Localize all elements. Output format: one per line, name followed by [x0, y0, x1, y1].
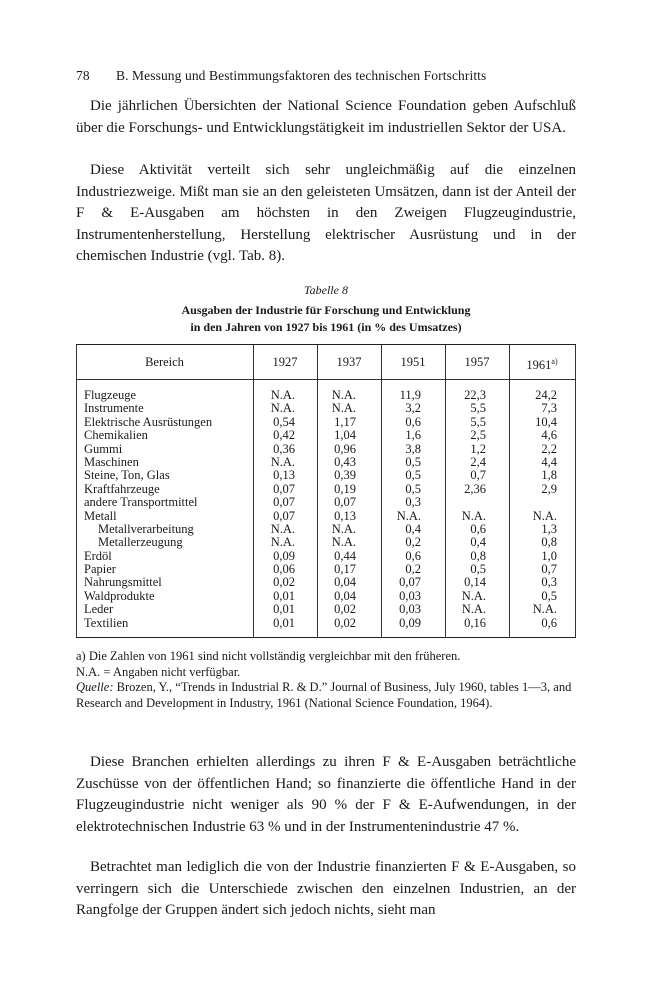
cell-1961: 0,8: [541, 535, 557, 550]
table-source: [76, 680, 576, 711]
page-number: 78: [76, 68, 90, 83]
row-label: Instrumente: [84, 401, 144, 416]
cell-1957: 0,4: [470, 535, 486, 550]
running-title: B. Messung und Bestimmungsfaktoren des technischen Fortschritts: [116, 68, 487, 83]
paragraph-3: Diese Branchen erhielten allerdings zu ihren F & E-Ausgaben beträchtliche Zuschüsse von der öffentlichen Hand; so finanzierte die öffentliche Hand in der Flugzeugindustrie nicht weniger als 90 % der F & E-Aufwendungen, in der elektrotechnischen Industrie 63 % und in der Instrumentenindustrie 47 %.: [76, 754, 576, 835]
source-text: Brozen, Y., “Trends in Industrial R. & D.” Journal of Business, July 1960, tables 1—3, and Research and Development in Industry, 1961 (National Science Foundation, 1964).: [76, 680, 572, 710]
table-row: [76, 576, 576, 589]
table-row: [76, 429, 576, 442]
cell-1951: 11,9: [399, 388, 421, 402]
cell-1951: 0,03: [399, 588, 421, 603]
cell-1927: 0,01: [273, 602, 295, 617]
cell-1951: 0,4: [405, 521, 421, 536]
cell-1927: 0,02: [273, 575, 295, 590]
cell-1961: 2,9: [541, 481, 557, 496]
cell-1951: 0,2: [405, 535, 421, 550]
table-title-line-1: Ausgaben der Industrie für Forschung und Entwicklung: [181, 303, 471, 317]
cell-1961: 2,2: [541, 441, 557, 456]
running-header: [76, 68, 576, 84]
paragraph-2: Diese Aktivität verteilt sich sehr ungleichmäßig auf die einzelnen Industriezweige. Mißt man sie an den geleisteten Umsätzen, dann ist der Anteil der F & E-Ausgaben am höchsten in den Zweigen Flugzeugindustrie, Instrumentenherstellung, Herstellung elektrischer Ausrüstung und in der chemischen Industrie (vgl. Tab. 8).: [76, 162, 576, 264]
row-label: Maschinen: [84, 454, 139, 469]
cell-1951: 0,2: [405, 562, 421, 577]
cell-1937: N.A.: [331, 401, 356, 416]
row-label: Gummi: [84, 441, 123, 456]
row-label: Flugzeuge: [84, 388, 137, 402]
row-label: Steine, Ton, Glas: [84, 468, 170, 483]
row-label: Erdöl: [84, 548, 112, 563]
cell-1961: 4,6: [541, 428, 557, 443]
cell-1961: 0,3: [541, 575, 557, 590]
cell-1937: 0,07: [334, 495, 356, 510]
cell-1951: 3,2: [405, 401, 421, 416]
table-header-rule: [76, 379, 576, 380]
cell-1927: 0,42: [273, 428, 295, 443]
table-row: [76, 510, 576, 523]
paragraph-1: Die jährlichen Übersichten der National Science Foundation geben Aufschluß über die Forschungs- und Entwicklungstätigkeit im industriellen Sektor der USA.: [76, 98, 576, 136]
row-label: Metallverarbeitung: [98, 521, 194, 536]
table-row: [76, 536, 576, 549]
table-row: [76, 603, 576, 616]
cell-1937: 0,43: [334, 454, 356, 469]
cell-1957: 0,16: [464, 615, 486, 630]
cell-1961: 4,4: [541, 454, 557, 469]
cell-1937: N.A.: [331, 521, 356, 536]
cell-1951: 0,6: [405, 414, 421, 429]
cell-1951: 0,5: [405, 454, 421, 469]
cell-1927: N.A.: [270, 535, 295, 550]
cell-1937: N.A.: [331, 535, 356, 550]
table-row: [76, 443, 576, 456]
cell-1961: 1,8: [541, 468, 557, 483]
cell-1927: 0,07: [273, 495, 295, 510]
cell-1927: 0,01: [273, 615, 295, 630]
cell-1937: 0,96: [334, 441, 356, 456]
cell-1937: N.A.: [331, 388, 356, 402]
cell-1961: N.A.: [532, 602, 557, 617]
row-label: Chemikalien: [84, 428, 148, 443]
cell-1937: 0,17: [334, 562, 356, 577]
table-row: [76, 469, 576, 482]
cell-1957: N.A.: [461, 508, 486, 523]
cell-1951: 0,3: [405, 495, 421, 510]
cell-1957: 1,2: [470, 441, 486, 456]
table-row: [76, 496, 576, 509]
column-header-1937: 1937: [336, 355, 362, 369]
paragraph-4: Betrachtet man lediglich die von der Industrie finanzierten F & E-Ausgaben, so verringern sich die Unterschiede zwischen den einzelnen Industrien, an der Rangfolge der Gruppen ändert sich jedoch nichts, sieht man: [76, 859, 576, 918]
cell-1961: 0,5: [541, 588, 557, 603]
row-label: Kraftfahrzeuge: [84, 481, 160, 496]
cell-1927: 0,07: [273, 481, 295, 496]
cell-1951: 1,6: [405, 428, 421, 443]
cell-1937: 1,17: [334, 414, 356, 429]
cell-1957: 0,5: [470, 562, 486, 577]
cell-1961: 24,2: [535, 388, 557, 402]
cell-1957: 0,14: [464, 575, 486, 590]
column-header-bereich: Bereich: [145, 355, 184, 369]
table-row: [76, 523, 576, 536]
cell-1957: 2,5: [470, 428, 486, 443]
cell-1937: 1,04: [334, 428, 356, 443]
cell-1957: 2,4: [470, 454, 486, 469]
table-body: [76, 389, 576, 630]
cell-1927: 0,07: [273, 508, 295, 523]
cell-1961: 0,6: [541, 615, 557, 630]
row-label: Waldprodukte: [84, 588, 155, 603]
cell-1937: 0,39: [334, 468, 356, 483]
table-row: [76, 389, 576, 402]
cell-1937: 0,13: [334, 508, 356, 523]
cell-1957: N.A.: [461, 588, 486, 603]
cell-1927: 0,01: [273, 588, 295, 603]
cell-1957: 0,8: [470, 548, 486, 563]
table-row: [76, 402, 576, 415]
table-title: [76, 302, 576, 335]
cell-1937: 0,44: [334, 548, 356, 563]
cell-1927: 0,06: [273, 562, 295, 577]
table-row: [76, 590, 576, 603]
cell-1961: N.A.: [532, 508, 557, 523]
row-label: Nahrungsmittel: [84, 575, 162, 590]
column-header-1957: 1957: [464, 355, 490, 369]
table-row: [76, 416, 576, 429]
cell-1927: 0,54: [273, 414, 295, 429]
cell-1927: N.A.: [270, 521, 295, 536]
row-label: Metall: [84, 508, 117, 523]
cell-1937: 0,04: [334, 588, 356, 603]
column-header-1951: 1951: [400, 355, 426, 369]
table-row: [76, 617, 576, 630]
cell-1927: N.A.: [270, 401, 295, 416]
source-label: Quelle:: [76, 680, 114, 694]
table-caption: Tabelle 8: [304, 283, 348, 297]
table-footnote: [76, 649, 576, 680]
cell-1951: 3,8: [405, 441, 421, 456]
footnote-line-2: N.A. = Angaben nicht verfügbar.: [76, 664, 241, 679]
cell-1957: 5,5: [470, 414, 486, 429]
cell-1951: 0,6: [405, 548, 421, 563]
cell-1961: 1,3: [541, 521, 557, 536]
data-table: [76, 344, 576, 638]
table-title-line-2: in den Jahren von 1927 bis 1961 (in % des Umsatzes): [190, 319, 462, 334]
cell-1957: N.A.: [461, 602, 486, 617]
cell-1951: 0,03: [399, 602, 421, 617]
cell-1951: N.A.: [396, 508, 421, 523]
cell-1937: 0,02: [334, 602, 356, 617]
cell-1951: 0,5: [405, 468, 421, 483]
cell-1927: N.A.: [270, 454, 295, 469]
column-header-1961-year: 1961: [526, 358, 552, 373]
cell-1957: 5,5: [470, 401, 486, 416]
cell-1951: 0,5: [405, 481, 421, 496]
cell-1927: 0,09: [273, 548, 295, 563]
cell-1937: 0,02: [334, 615, 356, 630]
row-label: Metallerzeugung: [98, 535, 183, 550]
cell-1957: 0,6: [470, 521, 486, 536]
cell-1961: 10,4: [535, 414, 557, 429]
cell-1961: 0,7: [541, 562, 557, 577]
cell-1927: 0,36: [273, 441, 295, 456]
cell-1961: 7,3: [541, 401, 557, 416]
footnote-line-1: a) Die Zahlen von 1961 sind nicht vollständig vergleichbar mit den früheren.: [76, 649, 461, 663]
cell-1957: 22,3: [464, 388, 486, 402]
column-header-1961: [509, 345, 575, 379]
cell-1961: 1,0: [541, 548, 557, 563]
footnote-marker: a): [551, 357, 558, 366]
column-header-1927: 1927: [272, 355, 298, 369]
cell-1937: 0,19: [334, 481, 356, 496]
row-label: andere Transportmittel: [84, 495, 198, 510]
cell-1951: 0,09: [399, 615, 421, 630]
row-label: Leder: [84, 602, 114, 617]
row-label: Elektrische Ausrüstungen: [84, 414, 213, 429]
row-label: Papier: [84, 562, 116, 577]
cell-1927: 0,13: [273, 468, 295, 483]
table-row: [76, 483, 576, 496]
row-label: Textilien: [84, 615, 129, 630]
table-row: [76, 550, 576, 563]
cell-1951: 0,07: [399, 575, 421, 590]
table-row: [76, 563, 576, 576]
cell-1957: 0,7: [470, 468, 486, 483]
table-row: [76, 456, 576, 469]
cell-1927: N.A.: [270, 388, 295, 402]
cell-1957: 2,36: [464, 481, 486, 496]
cell-1937: 0,04: [334, 575, 356, 590]
